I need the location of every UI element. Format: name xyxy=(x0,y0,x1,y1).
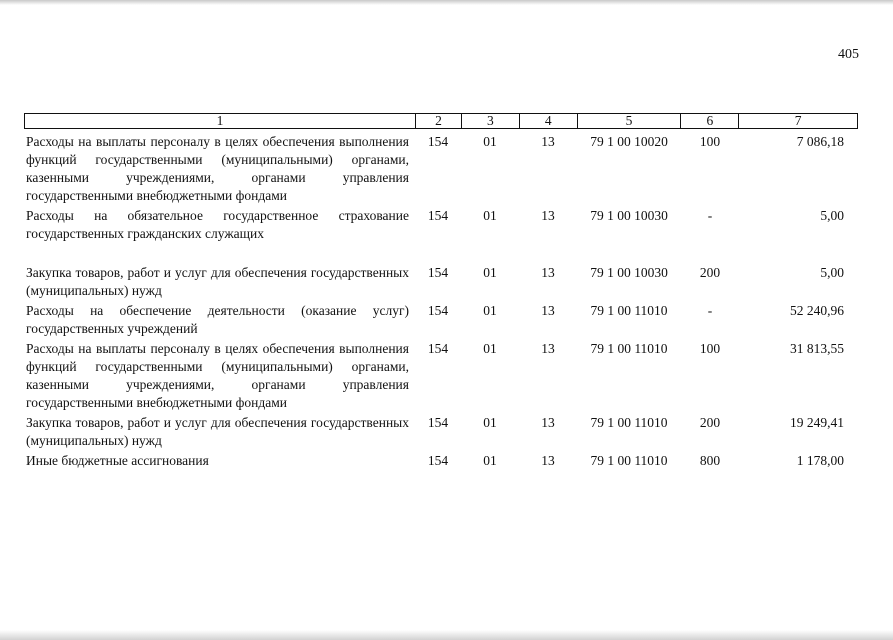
table-row xyxy=(24,302,858,338)
row-c5: 79 1 00 11010 xyxy=(590,453,668,468)
header-col-7: 7 xyxy=(738,114,857,128)
row-c2: 154 xyxy=(427,453,449,468)
row-c4: 13 xyxy=(541,134,555,149)
scan-edge-top xyxy=(0,0,893,5)
table-row xyxy=(24,414,858,450)
table-header-row xyxy=(24,113,858,129)
row-c5: 79 1 00 11010 xyxy=(590,415,668,430)
row-c2: 154 xyxy=(427,415,449,430)
row-c7: 7 086,18 xyxy=(796,134,844,149)
row-c7: 5,00 xyxy=(820,265,844,280)
row-c4: 13 xyxy=(541,208,555,223)
row-c6: 200 xyxy=(699,265,721,280)
table-row xyxy=(24,207,858,243)
table-row xyxy=(24,452,858,470)
row-c7: 1 178,00 xyxy=(796,453,844,468)
row-c3: 01 xyxy=(483,341,497,356)
row-c3: 01 xyxy=(483,453,497,468)
row-c2: 154 xyxy=(427,134,449,149)
row-description: Расходы на обеспечение деятельности (оказание услуг) государственных учреждений xyxy=(26,303,409,336)
row-description: Расходы на выплаты персоналу в целях обеспечения выполнения функций государственными (муниципальными) органами, казенными учреждениями, органами управления государственными внебюджетными фондами xyxy=(26,341,409,410)
row-c4: 13 xyxy=(541,341,555,356)
row-c6: 100 xyxy=(699,341,721,356)
row-c3: 01 xyxy=(483,415,497,430)
row-c6: 100 xyxy=(699,134,721,149)
table-row xyxy=(24,133,858,205)
row-c6: - xyxy=(707,303,713,318)
row-c7: 19 249,41 xyxy=(790,415,844,430)
row-c3: 01 xyxy=(483,303,497,318)
row-c4: 13 xyxy=(541,415,555,430)
row-c6: - xyxy=(707,208,713,223)
row-c5: 79 1 00 10030 xyxy=(590,265,668,280)
row-c2: 154 xyxy=(427,208,449,223)
row-c5: 79 1 00 11010 xyxy=(590,303,668,318)
row-c2: 154 xyxy=(427,265,449,280)
header-col-6: 6 xyxy=(680,114,738,128)
row-c4: 13 xyxy=(541,453,555,468)
row-c3: 01 xyxy=(483,134,497,149)
row-c7: 52 240,96 xyxy=(790,303,844,318)
table-body xyxy=(24,133,858,470)
row-c6: 800 xyxy=(699,453,721,468)
row-c7: 5,00 xyxy=(820,208,844,223)
header-col-1: 1 xyxy=(216,113,224,128)
row-c7: 31 813,55 xyxy=(790,341,844,356)
scan-edge-bottom xyxy=(0,630,893,640)
row-description: Расходы на обязательное государственное страхование государственных гражданских служащих xyxy=(26,208,409,241)
header-col-4: 4 xyxy=(519,114,577,128)
row-c5: 79 1 00 10020 xyxy=(590,134,668,149)
row-c3: 01 xyxy=(483,208,497,223)
row-description: Иные бюджетные ассигнования xyxy=(26,453,209,468)
table-row xyxy=(24,340,858,412)
row-c4: 13 xyxy=(541,265,555,280)
row-c2: 154 xyxy=(427,341,449,356)
header-col-2: 2 xyxy=(415,114,461,128)
row-c2: 154 xyxy=(427,303,449,318)
header-col-5: 5 xyxy=(577,114,681,128)
header-col-3: 3 xyxy=(461,114,519,128)
row-c4: 13 xyxy=(541,303,555,318)
row-description: Закупка товаров, работ и услуг для обеспечения государственных (муниципальных) нужд xyxy=(26,415,409,448)
row-c3: 01 xyxy=(483,265,497,280)
row-c5: 79 1 00 10030 xyxy=(590,208,668,223)
table-row xyxy=(24,264,858,300)
page-number: 405 xyxy=(838,47,859,62)
row-description: Закупка товаров, работ и услуг для обеспечения государственных (муниципальных) нужд xyxy=(26,265,409,298)
row-description: Расходы на выплаты персоналу в целях обеспечения выполнения функций государственными (муниципальными) органами, казенными учреждениями, органами управления государственными внебюджетными фондами xyxy=(26,134,409,203)
row-c6: 200 xyxy=(699,415,721,430)
row-c5: 79 1 00 11010 xyxy=(590,341,668,356)
